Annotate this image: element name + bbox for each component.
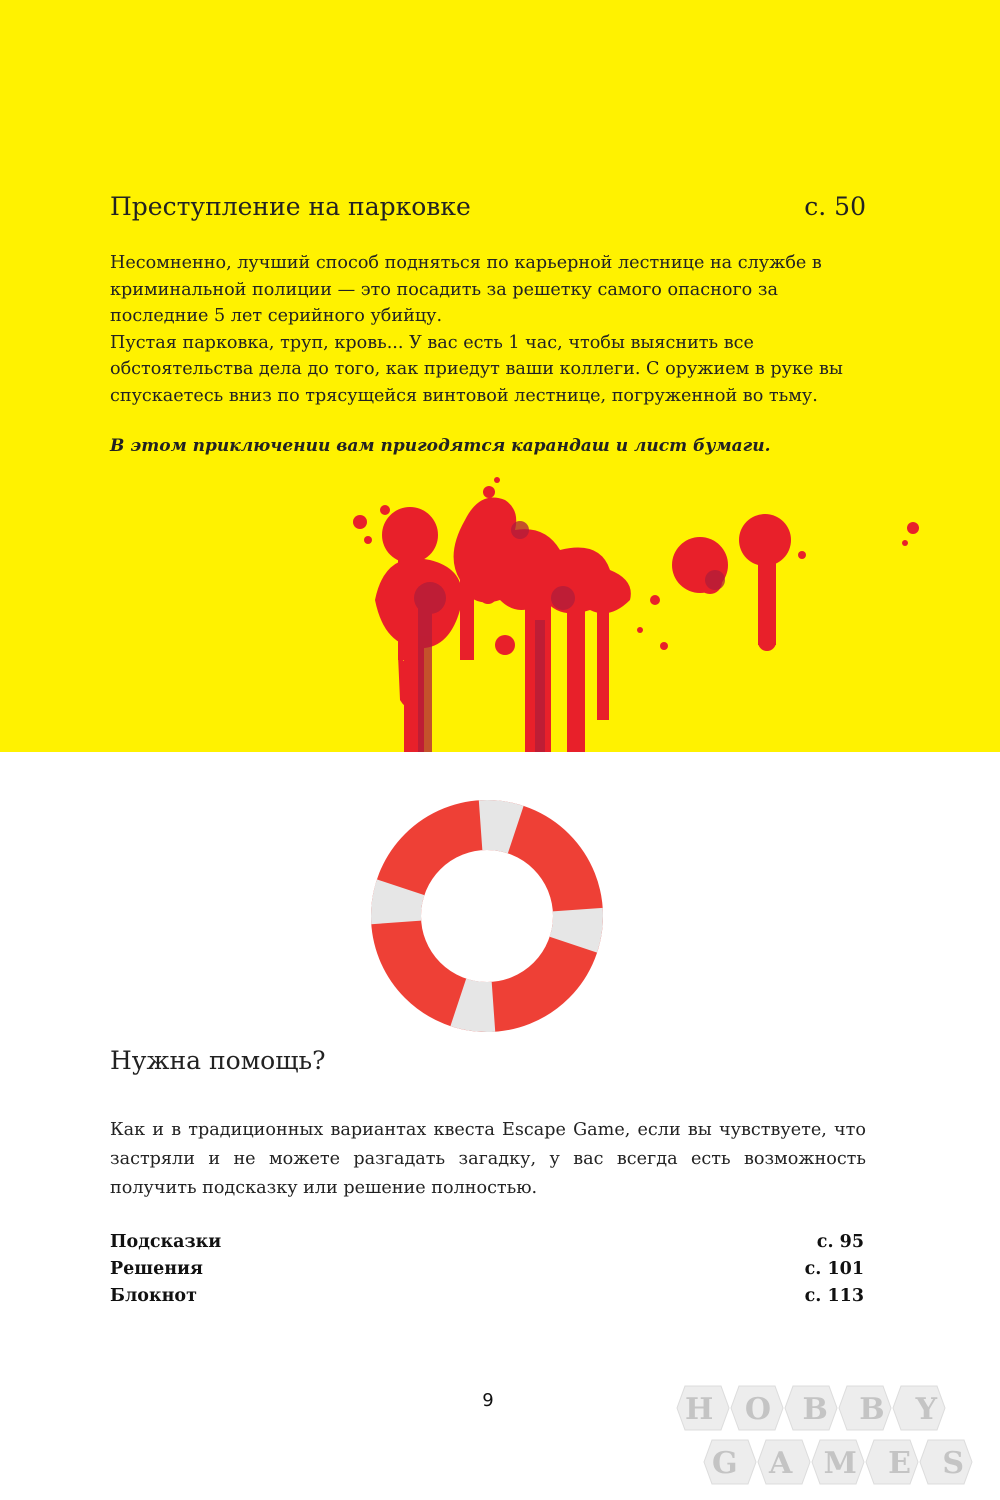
section-note: В этом приключении вам пригодятся карандаш и лист бумаги. xyxy=(110,436,771,456)
section-page-ref: с. 50 xyxy=(804,192,866,221)
help-paragraph: Как и в традиционных вариантах квеста Escape Game, если вы чувствуете, что застряли и не можете разгадать загадку, у вас всегда есть возможность получить подсказку или решение полностью. xyxy=(110,1120,866,1198)
section-title-row xyxy=(110,192,866,228)
reference-page: с. 113 xyxy=(804,1286,864,1306)
hobby-games-watermark-logo xyxy=(675,1382,985,1498)
reference-list xyxy=(110,1232,864,1313)
reference-row-solutions xyxy=(110,1259,864,1286)
reference-label: Блокнот xyxy=(110,1286,197,1306)
help-title: Нужна помощь? xyxy=(110,1046,326,1075)
lifebuoy-icon xyxy=(371,800,603,1032)
blood-splatter-illustration xyxy=(0,470,1000,752)
intro-paragraph-1: Несомненно, лучший способ подняться по карьерной лестнице на службе в криминальной полиции — это посадить за решетку самого опасного за последние 5 лет серийного убийцу. xyxy=(110,253,822,326)
reference-row-notebook xyxy=(110,1286,864,1313)
logo-line-2: GAMES xyxy=(712,1446,964,1481)
section-intro xyxy=(110,250,870,409)
page-number: 9 xyxy=(482,1390,494,1411)
intro-paragraph-2: Пустая парковка, труп, кровь... У вас есть 1 час, чтобы выяснить все обстоятельства дела до того, как приедут ваши коллеги. С оружием в руке вы спускаетесь вниз по трясущейся винтовой лестнице, погруженной во тьму. xyxy=(110,332,843,406)
reference-label: Решения xyxy=(110,1259,203,1279)
section-title: Преступление на парковке xyxy=(110,192,471,221)
reference-page: с. 101 xyxy=(804,1259,864,1279)
reference-label: Подсказки xyxy=(110,1232,222,1252)
logo-line-1: HOBBY xyxy=(685,1392,937,1427)
help-text xyxy=(110,1116,866,1203)
reference-page: с. 95 xyxy=(816,1232,864,1252)
reference-row-hints xyxy=(110,1232,864,1259)
